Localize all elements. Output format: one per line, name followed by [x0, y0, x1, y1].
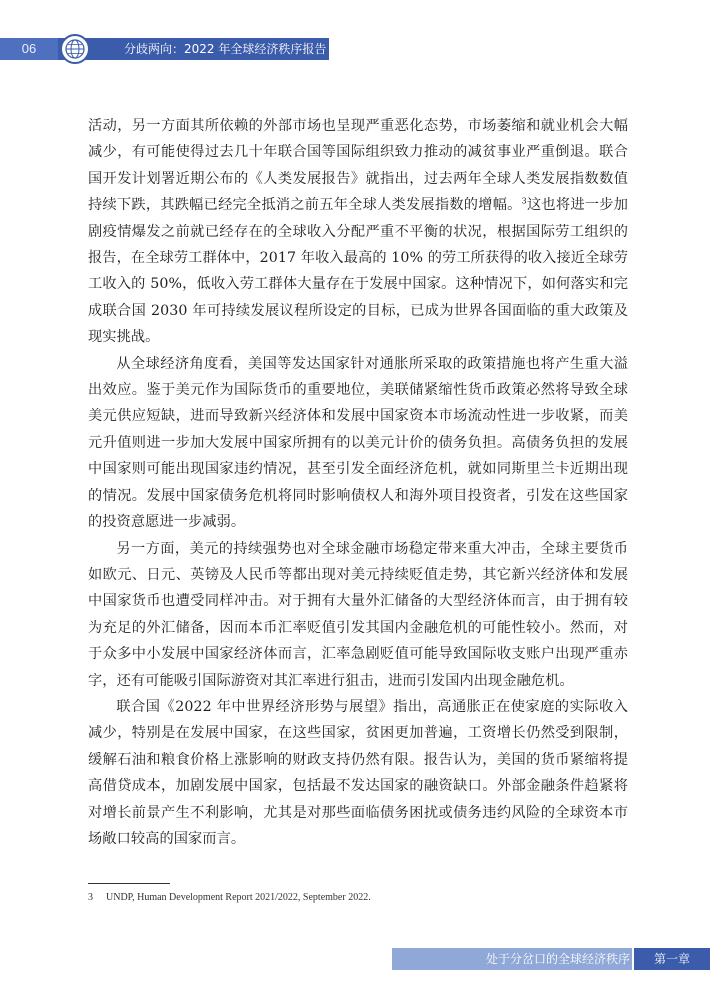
paragraph-1-text-b: 这也将进一步加剧疫情爆发之前就已经存在的全球收入分配严重不平衡的状况，根据国际劳工组织的报告，在全球劳工群体中，2017 年收入最高的 10% 的劳工所获得的收入接近全球劳工收入的 50%，低收入劳工群体大量存在于发展中国家。这种情况下，如何落实和完成联合国 2030 年可持续发展议程所设定的目标，已成为世界各国面临的重大政策及现实挑战。: [88, 197, 628, 346]
paragraph-1-text-a: 活动，另一方面其所依赖的外部市场也呈现严重恶化态势，市场萎缩和就业机会大幅减少，有可能使得过去几十年联合国等国际组织致力推动的减贫事业严重倒退。联合国开发计划署近期公布的《人类发展报告》就指出，过去两年全球人类发展指数数值持续下跌，其跌幅已经完全抵消之前五年全球人类发展指数的增幅。: [88, 118, 628, 214]
paragraph-3: 另一方面，美元的持续强势也对全球金融市场稳定带来重大冲击，全球主要货币如欧元、日元、英镑及人民币等都出现对美元持续贬值走势，其它新兴经济体和发展中国家货币也遭受同样冲击。对于拥有大量外汇储备的大型经济体而言，由于拥有较为充足的外汇储备，因而本币汇率贬值引发其国内金融危机的可能性较小。然而，对于众多中小发展中国家经济体而言，汇率急剧贬值可能导致国际收支账户出现严重赤字，还有可能吸引国际游资对其汇率进行狙击，进而引发国内出现金融危机。: [88, 540, 628, 689]
paragraph-1: [88, 113, 628, 351]
page-number: 06: [0, 38, 58, 60]
footnote-text: UNDP, Human Development Report 2021/2022, September 2022.: [106, 892, 371, 903]
body-text: [88, 113, 628, 852]
footer-chapter-label: 第一章: [634, 948, 710, 970]
paragraph-4: 联合国《2022 年中世界经济形势与展望》指出，高通胀正在使家庭的实际收入减少，特别是在发展中国家，在这些国家，贫困更加普遍，工资增长仍然受到限制，缓解石油和粮食价格上涨影响的财政支持仍然有限。报告认为，美国的货币紧缩将提高借贷成本，加剧发展中国家，包括最不发达国家的融资缺口。外部金融条件趋紧将对增长前景产生不利影响，尤其是对那些面临债务困扰或债务违约风险的全球资本市场敞口较高的国家而言。: [88, 698, 628, 847]
footer-section-title: 处于分岔口的全球经济秩序: [485, 952, 630, 966]
footnote: [88, 892, 371, 903]
footnote-divider: [88, 883, 170, 884]
footnote-ref: 3: [521, 196, 527, 206]
running-header-title: 分歧两向：2022 年全球经济秩序报告: [124, 42, 327, 56]
un-emblem-icon: [60, 34, 90, 64]
footnote-number: 3: [88, 892, 93, 903]
paragraph-2: 从全球经济角度看，美国等发达国家针对通胀所采取的政策措施也将产生重大溢出效应。鉴于美元作为国际货币的重要地位，美联储紧缩性货币政策必然将导致全球美元供应短缺，进而导致新兴经济体和发展中国家资本市场流动性进一步收紧，而美元升值则进一步加大发展中国家所拥有的以美元计价的债务负担。高债务负担的发展中国家则可能出现国家违约情况，甚至引发全面经济危机，就如同斯里兰卡近期出现的情况。发展中国家债务危机将同时影响债权人和海外项目投资者，引发在这些国家的投资意愿进一步减弱。: [88, 355, 628, 531]
